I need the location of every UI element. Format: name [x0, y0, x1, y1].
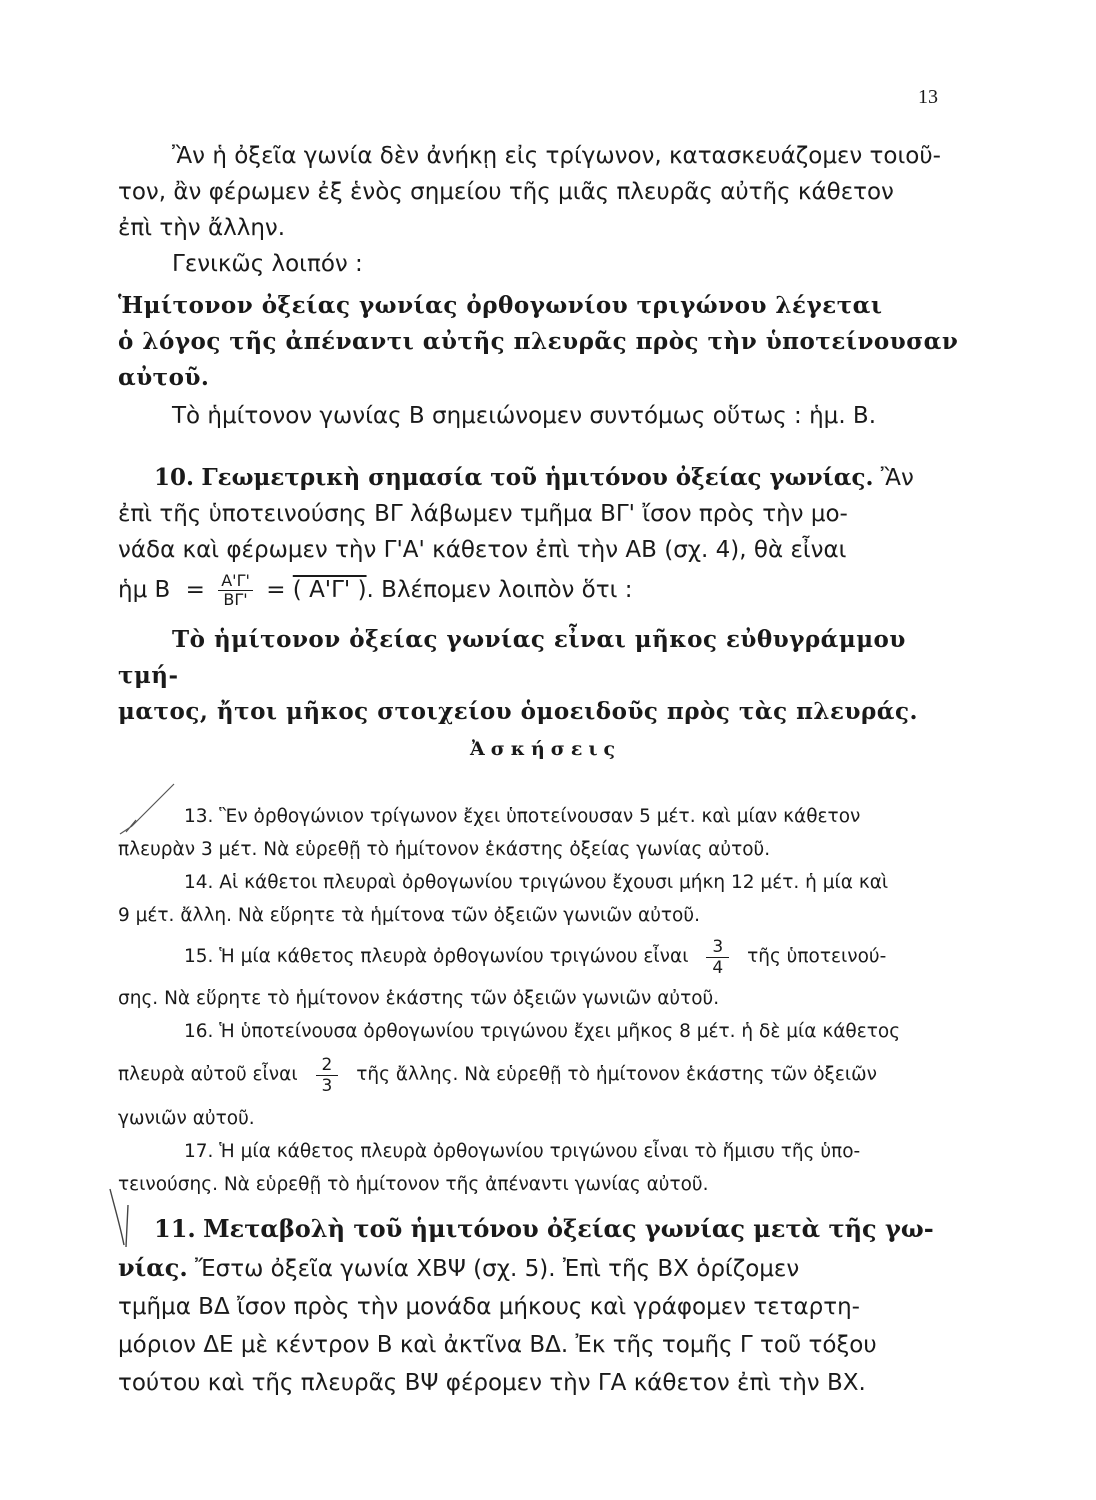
formula-eq: =: [185, 577, 205, 603]
notation-paragraph: [118, 398, 960, 434]
exercise-16-cont: πλευρὰ αὐτοῦ εἶναι $\frac{2}{3}$ τῆς ἄλλης. Νὰ εὑρεθῇ τὸ ἡμίτονον ἑκάστης τῶν ὀξειῶν: [118, 1054, 877, 1096]
section-10-heading-line: [118, 460, 960, 496]
formula-lhs: ἡμ Β: [118, 577, 171, 603]
exercise-14: 14. Αἱ κάθετοι πλευραὶ ὀρθογωνίου τριγώνου ἔχουσι μήκη 12 μέτ. ἡ μία καὶ: [184, 872, 889, 893]
page-number: 13: [918, 86, 938, 108]
section-10-line: νάδα καὶ φέρωμεν τὴν Γ'Α' κάθετον ἐπὶ τὴν ΑΒ (σχ. 4), θὰ εἶναι: [118, 537, 847, 563]
exercise-14-cont: 9 μέτ. ἄλλη. Νὰ εὕρητε τὰ ἡμίτονα τῶν ὀξειῶν γωνιῶν αὐτοῦ.: [118, 905, 700, 926]
sine-definition: [118, 288, 960, 396]
exercise-16: 16. Ἡ ὑποτείνουσα ὀρθογωνίου τριγώνου ἔχει μῆκος 8 μέτ. ἡ δὲ μία κάθετος: [184, 1021, 901, 1042]
intro-line: Ἂν ἡ ὀξεῖα γωνία δὲν ἀνήκῃ εἰς τρίγωνον, κατασκευάζομεν τοιοῦ-: [172, 143, 941, 169]
fraction-numerator: 3: [706, 937, 729, 958]
fraction-numerator: Α'Γ': [218, 572, 253, 591]
definition-line: Ἡμίτονον ὀξείας γωνίας ὀρθογωνίου τριγώνου λέγεται: [118, 292, 883, 319]
intro-line: Γενικῶς λοιπόν :: [172, 251, 363, 277]
exercise-13: 13. Ἓν ὀρθογώνιον τρίγωνον ἔχει ὑποτείνουσαν 5 μέτ. καὶ μίαν κάθετον: [184, 806, 861, 827]
notation-text: Τὸ ἡμίτονον γωνίας Β σημειώνομεν συντόμως οὕτως : ἡμ. Β.: [172, 403, 877, 429]
section-11-line: μόριον ΔΕ μὲ κέντρον Β καὶ ἀκτῖνα ΒΔ. Ἐκ τῆς τομῆς Γ τοῦ τόξου: [118, 1332, 877, 1358]
intro-line: ἐπὶ τὴν ἄλλην.: [118, 215, 286, 241]
definition-line: αὐτοῦ.: [118, 364, 210, 391]
formula-fraction: [218, 572, 253, 609]
section-11-title: Μεταβολὴ τοῦ ἡμιτόνου ὀξείας γωνίας μετὰ τῆς γω-: [203, 1214, 934, 1243]
section-10-line: ἐπὶ τῆς ὑποτεινούσης ΒΓ λάβωμεν τμῆμα ΒΓ' ἴσον πρὸς τὴν μο-: [118, 501, 848, 527]
exercise-16-fraction: [316, 1055, 339, 1096]
formula-tail: . Βλέπομεν λοιπὸν ὅτι :: [366, 577, 633, 603]
section-10-number: 10.: [154, 464, 195, 491]
exercise-15-fraction: [706, 937, 729, 978]
fraction-denominator: 4: [712, 957, 724, 978]
section-11-title-cont: νίας.: [118, 1253, 188, 1282]
section-11-line: νίας. Ἔστω ὀξεῖα γωνία ΧΒΨ (σχ. 5). Ἐπὶ τῆς ΒΧ ὁρίζομεν: [118, 1253, 800, 1282]
section-11-line: τούτου καὶ τῆς πλευρᾶς ΒΨ φέρομεν τὴν ΓΑ κάθετον ἐπὶ τὴν ΒΧ.: [118, 1370, 866, 1396]
fraction-numerator: 2: [316, 1055, 339, 1076]
exercise-17-cont: τεινούσης. Νὰ εὑρεθῇ τὸ ἡμίτονον τῆς ἀπέναντι γωνίας αὐτοῦ.: [118, 1174, 709, 1195]
formula-rhs: ( Α'Γ' ): [292, 577, 367, 603]
exercise-15: 15. Ἡ μία κάθετος πλευρὰ ὀρθογωνίου τριγώνου εἶναι $\frac{3}{4}$ τῆς ὑποτεινού-: [184, 936, 887, 978]
section-10-conclusion: ματος, ἤτοι μῆκος στοιχείου ὁμοειδοῦς πρὸς τὰς πλευράς.: [118, 698, 918, 725]
section-10-line1-tail: Ἂν: [880, 465, 914, 491]
exercise-15-cont: σης. Νὰ εὕρητε τὸ ἡμίτονον ἑκάστης τῶν ὀξειῶν γωνιῶν αὐτοῦ.: [118, 988, 720, 1009]
intro-line: τον, ἂν φέρωμεν ἐξ ἑνὸς σημείου τῆς μιᾶς πλευρᾶς αὐτῆς κάθετον: [118, 179, 894, 205]
exercises-list: [118, 800, 960, 1201]
sine-formula: [118, 572, 960, 612]
section-11-heading-line: [118, 1210, 960, 1249]
definition-line: ὁ λόγος τῆς ἀπέναντι αὐτῆς πλευρᾶς πρὸς τὴν ὑποτείνουσαν: [118, 328, 959, 355]
section-10-title: Γεωμετρικὴ σημασία τοῦ ἡμιτόνου ὀξείας γωνίας.: [201, 464, 874, 491]
exercises-title: Ἀσκήσεις: [470, 738, 622, 760]
section-11: [118, 1210, 960, 1402]
exercise-17: 17. Ἡ μία κάθετος πλευρὰ ὀρθογωνίου τριγώνου εἶναι τὸ ἥμισυ τῆς ὑπο-: [184, 1141, 861, 1162]
section-11-line: τμῆμα ΒΔ ἴσον πρὸς τὴν μονάδα μήκους καὶ γράφομεν τεταρτη-: [118, 1294, 860, 1320]
formula-eq2: =: [266, 577, 286, 603]
section-11-number: 11.: [154, 1214, 196, 1243]
section-10: [118, 460, 960, 730]
intro-paragraph: [118, 138, 960, 282]
fraction-denominator: ΒΓ': [223, 590, 248, 609]
section-10-conclusion: Τὸ ἡμίτονον ὀξείας γωνίας εἶναι μῆκος εὐθυγράμμου τμή-: [118, 626, 906, 689]
fraction-denominator: 3: [321, 1075, 333, 1096]
exercise-16-cont: γωνιῶν αὐτοῦ.: [118, 1108, 255, 1129]
exercise-13-cont: πλευρὰν 3 μέτ. Νὰ εὑρεθῇ τὸ ἡμίτονον ἑκάστης ὀξείας γωνίας αὐτοῦ.: [118, 839, 771, 860]
